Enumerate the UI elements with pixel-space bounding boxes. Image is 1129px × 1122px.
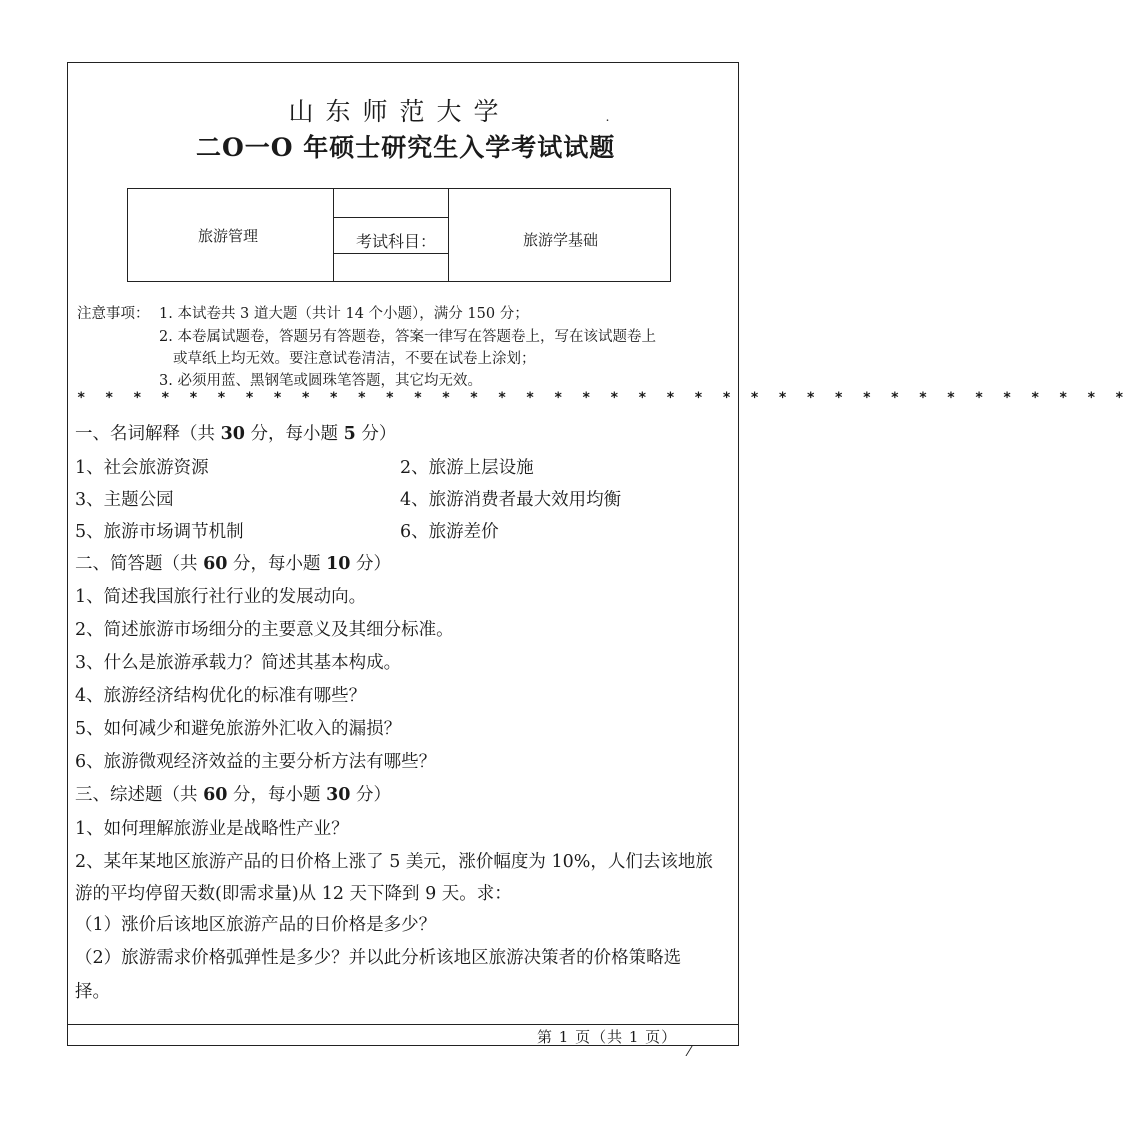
question-item: 1、社会旅游资源 — [75, 458, 209, 478]
question-item: 6、旅游微观经济效益的主要分析方法有哪些？ — [75, 752, 437, 772]
question-item: 5、旅游市场调节机制 — [75, 522, 244, 542]
subject-label: 考试科目： — [356, 232, 437, 251]
table-divider — [333, 217, 448, 218]
note-item: 或草纸上均无效。要注意试卷清洁，不要在试卷上涂划； — [173, 351, 536, 367]
page-number: 第 1 页（共 1 页） — [537, 1028, 678, 1046]
question-item: 4、旅游消费者最大效用均衡 — [400, 490, 622, 510]
question-item: 5、如何减少和避免旅游外汇收入的漏损？ — [75, 719, 402, 739]
major-name: 旅游管理 — [198, 227, 259, 245]
section-title: 一、名词解释（共 30 分，每小题 5 分） — [75, 424, 397, 444]
note-item: 2. 本卷属试题卷，答题另有答题卷，答案一律写在答题卷上，写在该试题卷上 — [159, 329, 656, 345]
info-table — [127, 188, 671, 282]
question-item: 1、如何理解旅游业是战略性产业？ — [75, 819, 349, 839]
separator: * * * * * * * * * * * * * * * * * * * * * * * * * * * * * * * * * * * * * * — [77, 390, 1129, 406]
question-item: （2）旅游需求价格弧弹性是多少？并以此分析该地区旅游决策者的价格策略选 — [75, 948, 682, 968]
question-item: 3、什么是旅游承载力？简述其基本构成。 — [75, 653, 402, 673]
question-item: 2、某年某地区旅游产品的日价格上涨了 5 美元，涨价幅度为 10%，人们去该地旅 — [75, 852, 713, 872]
question-item: 游的平均停留天数(即需求量)从 12 天下降到 9 天。求： — [75, 884, 512, 904]
question-item: 4、旅游经济结构优化的标准有哪些？ — [75, 686, 367, 706]
section-title: 三、综述题（共 60 分，每小题 30 分） — [75, 785, 391, 805]
school-name: 山东师范大学 — [288, 97, 511, 126]
question-item: 3、主题公园 — [75, 490, 174, 510]
question-item: 1、简述我国旅行社行业的发展动向。 — [75, 587, 367, 607]
question-item: 2、简述旅游市场细分的主要意义及其细分标准。 — [75, 620, 454, 640]
note-item: 3. 必须用蓝、黑钢笔或圆珠笔答题，其它均无效。 — [159, 373, 482, 389]
question-item: 择。 — [75, 982, 110, 1002]
table-divider — [333, 253, 448, 254]
question-item: 2、旅游上层设施 — [400, 458, 534, 478]
question-item: 6、旅游差价 — [400, 522, 499, 542]
note-item: 1. 本试卷共 3 道大题（共计 14 个小题），满分 150 分； — [159, 306, 529, 322]
scan-mark: ˙ — [604, 118, 611, 134]
table-divider — [333, 189, 334, 281]
question-item: （1）涨价后该地区旅游产品的日价格是多少？ — [75, 915, 437, 935]
table-divider — [448, 189, 449, 281]
footer-divider — [67, 1024, 739, 1025]
subject-name: 旅游学基础 — [523, 231, 599, 249]
section-title: 二、简答题（共 60 分，每小题 10 分） — [75, 554, 391, 574]
exam-title: 二O一O 年硕士研究生入学考试试题 — [196, 133, 616, 162]
scan-mark: ⁄ — [688, 1044, 691, 1060]
notes-label: 注意事项： — [77, 306, 150, 322]
